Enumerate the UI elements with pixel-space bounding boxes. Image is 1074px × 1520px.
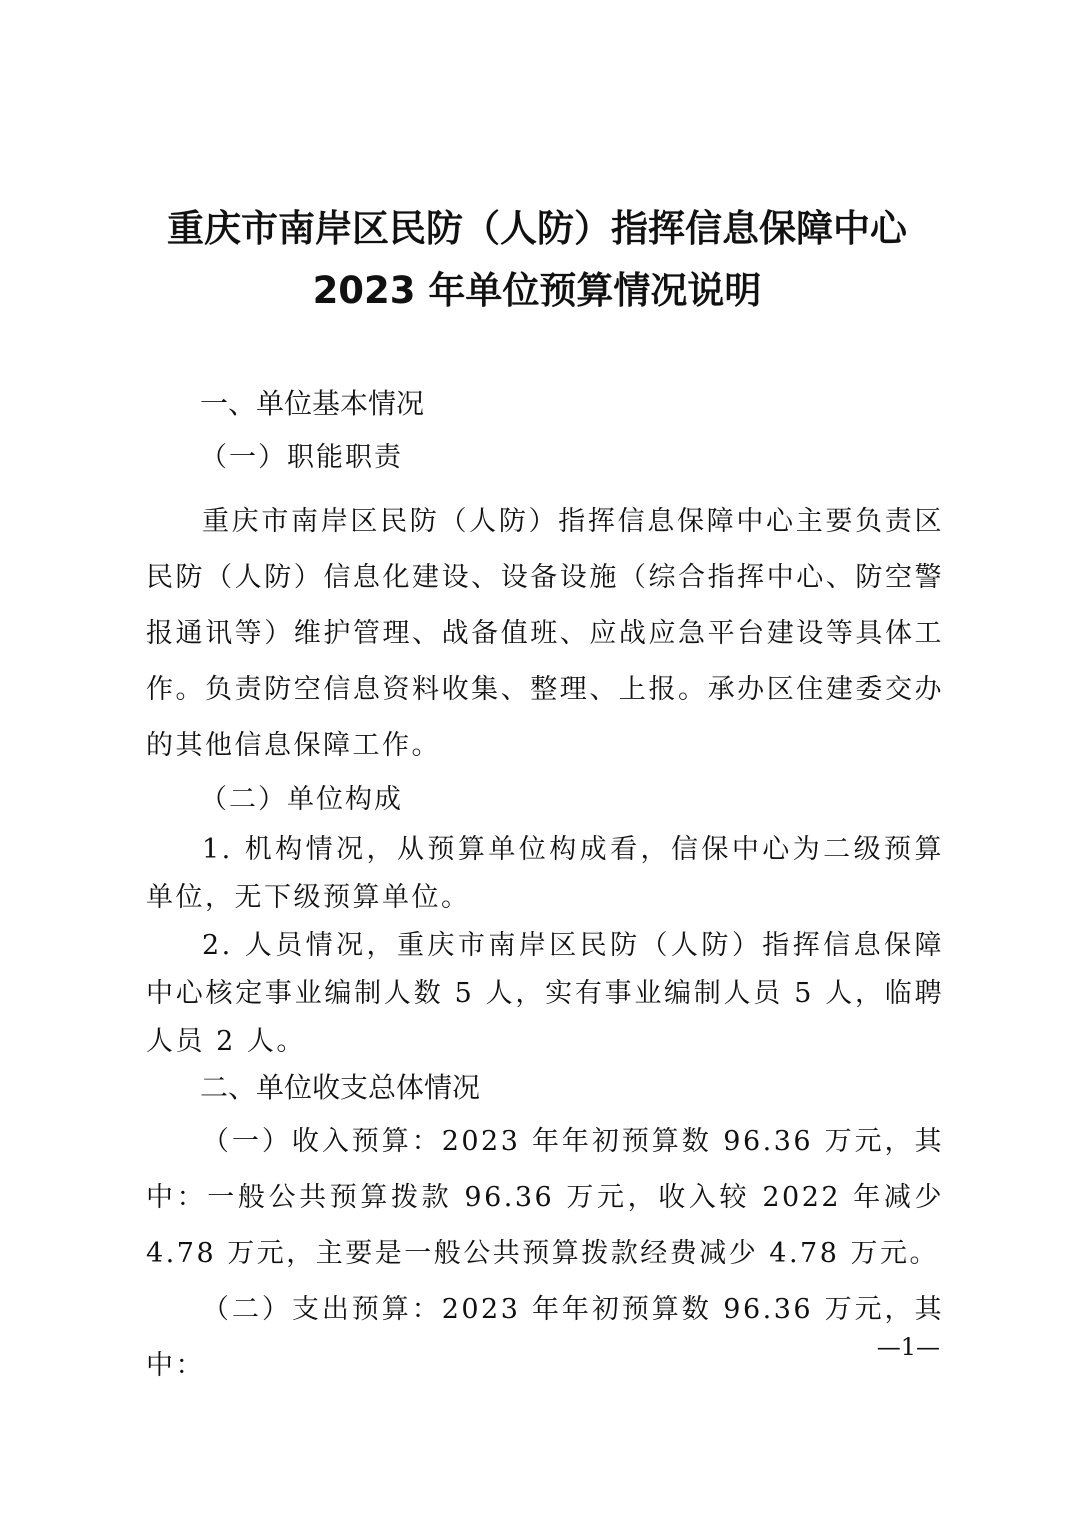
section1-sub1-heading: （一）职能职责 bbox=[200, 442, 403, 473]
section1-heading: 一、单位基本情况 bbox=[200, 387, 425, 420]
section1-para1: 重庆市南岸区民防（人防）指挥信息保障中心主要负责区民防（人防）信息化建设、设备设施（综合指挥中心、防空警报通讯等）维护管理、战备值班、应战应急平台建设等具体工作。负责防空信息资料收集、整理、上报。承办区住建委交办的其他信息保障工作。 bbox=[146, 506, 944, 761]
section1-sub2-heading: （二）单位构成 bbox=[200, 784, 403, 815]
section1-item2: 2. 人员情况，重庆市南岸区民防（人防）指挥信息保障中心核定事业编制人数 5 人，实有事业编制人员 5 人，临聘人员 2 人。 bbox=[146, 930, 944, 1057]
page-number: —1— bbox=[876, 1333, 940, 1361]
section2-expense: （二）支出预算：2023 年年初预算数 96.36 万元，其中： bbox=[146, 1294, 944, 1381]
section1-item1: 1. 机构情况，从预算单位构成看，信保中心为二级预算单位，无下级预算单位。 bbox=[146, 834, 944, 913]
section2-income: （一）收入预算：2023 年年初预算数 96.36 万元，其中：一般公共预算拨款 96.36 万元，收入较 2022 年减少 4.78 万元，主要是一般公共预算拨款经费减少 4.78 万元。 bbox=[146, 1126, 944, 1269]
document-title-line1: 重庆市南岸区民防（人防）指挥信息保障中心 bbox=[167, 207, 907, 250]
document-title-line2: 2023 年单位预算情况说明 bbox=[312, 269, 762, 312]
section2-heading: 二、单位收支总体情况 bbox=[200, 1071, 481, 1104]
